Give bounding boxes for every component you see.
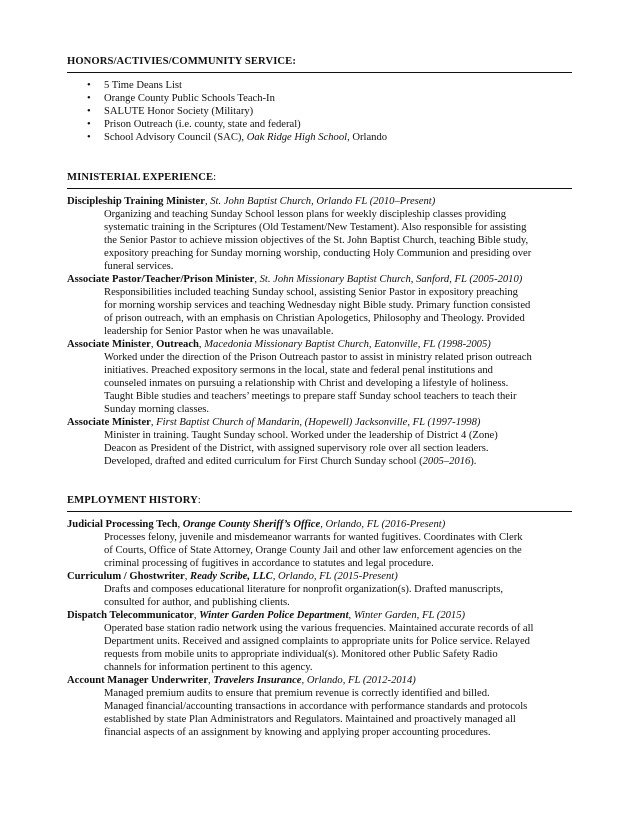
job-entry — [67, 518, 572, 570]
list-item: • Prison Outreach (i.e. county, state and federal) — [87, 119, 301, 130]
job-description: Managed premium audits to ensure that premium revenue is correctly identified and billed. Managed financial/accounting transactions in accordance with performance standards and protocols established by state Plan Administrators and Regulators. Maintained and proactively managed all financial aspects of an assignment by knowing and applying proper accounting procedures. — [104, 688, 528, 738]
job-entry — [67, 195, 572, 273]
bullet-icon: • — [87, 106, 91, 117]
job-entry — [67, 609, 572, 674]
section-rule — [67, 511, 572, 512]
job-entry — [67, 674, 572, 739]
list-item: • SALUTE Honor Society (Military) — [87, 106, 254, 117]
job-description: Processes felony, juvenile and misdemeanor warrants for wanted fugitives. Coordinates with Clerk of Courts, Office of State Attorney, Orange County Jail and other law enforcement agencies on the criminal processing of fugitives in accordance to statutes and legal procedure. — [104, 532, 523, 569]
job-title: Discipleship Training Minister, St. John Baptist Church, Orlando FL (2010–Present) — [67, 196, 436, 207]
job-title: Associate Minister, Outreach, Macedonia Missionary Baptist Church, Eatonville, FL (1998-2005) — [67, 339, 491, 350]
ministerial-heading: MINISTERIAL EXPERIENCE: — [67, 172, 217, 183]
section-rule — [67, 188, 572, 189]
job-title: Associate Minister, First Baptist Church of Mandarin, (Hopewell) Jacksonville, FL (1997-1998) — [67, 417, 481, 428]
bullet-icon: • — [87, 119, 91, 130]
job-entry — [67, 570, 572, 609]
bullet-icon: • — [87, 93, 91, 104]
job-entry — [67, 338, 572, 416]
job-description: Responsibilities included teaching Sunday school, assisting Senior Pastor in expository preaching for morning worship services and teaching Wednesday night Bible study. Primary function consisted of prison outreach, with an emphasis on Christian Apologetics, Philosophy and Theology. Provided leadership for Senior Pastor when he was unavailable. — [104, 287, 531, 337]
employment-heading: EMPLOYMENT HISTORY: — [67, 495, 201, 506]
list-item: • School Advisory Council (SAC), Oak Ridge High School, Orlando — [87, 132, 388, 143]
job-title: Associate Pastor/Teacher/Prison Minister, St. John Missionary Baptist Church, Sanford, FL (2005-2010) — [67, 274, 523, 285]
job-description: Drafts and composes educational literature for nonprofit organization(s). Drafted manuscripts, consulted for author, and publishing clients. — [104, 584, 503, 608]
bullet-icon: • — [87, 80, 91, 91]
job-entry — [67, 273, 572, 338]
job-description: Minister in training. Taught Sunday school. Worked under the leadership of District 4 (Zone) Deacon as President of the District, with assigned supervisory role over all section leaders. Developed, drafted and edited curriculum for First Church Sunday school (2005–2016). — [104, 430, 498, 467]
section-rule — [67, 72, 572, 73]
job-title: Curriculum / Ghostwriter, Ready Scribe, LLC, Orlando, FL (2015-Present) — [67, 571, 398, 582]
job-title: Account Manager Underwriter, Travelers Insurance, Orlando, FL (2012-2014) — [67, 675, 416, 686]
job-entry — [67, 416, 572, 468]
job-description: Organizing and teaching Sunday School lesson plans for weekly discipleship classes providing systematic training in the Scriptures (Old Testament/New Testament). Also responsible for assisting the Senior Pastor to achieve mission objectives of the St. John Baptist Church, teaching Bible study, expository preaching for Sunday morning worship, conducting Holy Communion and presiding over funeral services. — [104, 209, 532, 272]
list-item: • 5 Time Deans List — [87, 80, 182, 91]
honors-list — [67, 79, 572, 144]
resume-page — [67, 55, 572, 739]
job-description: Operated base station radio network using the various frequencies. Maintained accurate records of all Department units. Received and assigned complaints to appropriate units for Police service. Relayed requests from mobile units to appropriate individual(s). Monitored other Public Safety Radio channels for information pertinent to this agency. — [104, 623, 534, 673]
job-description: Worked under the direction of the Prison Outreach pastor to assist in ministry related prison outreach initiatives. Preached expository sermons in the local, state and federal penal institutions and counseled inmates on pursuing a relationship with Christ and developing a lifestyle of holiness. Taught Bible studies and teachers’ meetings to prepare staff Sunday school teachers to teach their Sunday morning classes. — [104, 352, 532, 415]
job-title: Dispatch Telecommunicator, Winter Garden Police Department, Winter Garden, FL (2015) — [67, 610, 466, 621]
honors-heading: HONORS/ACTIVIES/COMMUNITY SERVICE: — [67, 56, 296, 67]
job-title: Judicial Processing Tech, Orange County Sheriff’s Office, Orlando, FL (2016-Present) — [67, 519, 446, 530]
bullet-icon: • — [87, 132, 91, 143]
list-item: • Orange County Public Schools Teach-In — [87, 93, 275, 104]
